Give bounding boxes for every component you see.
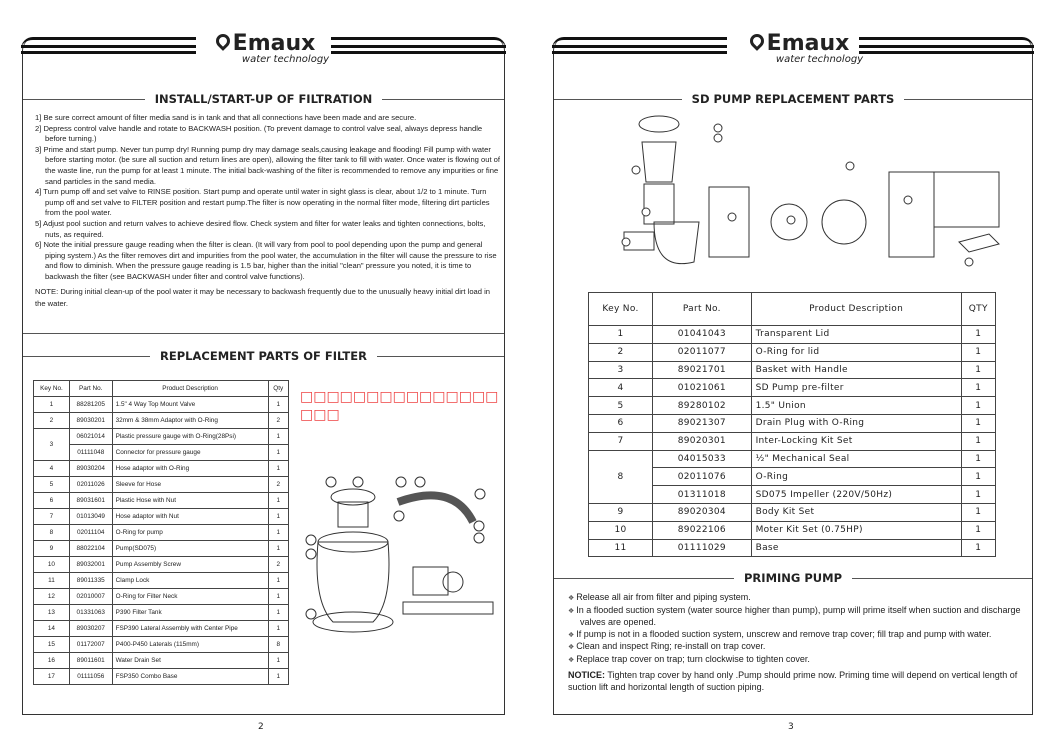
qty-cell: 1 (961, 521, 995, 539)
description-cell: P400-P450 Laterals (115mm) (112, 637, 268, 653)
brand-tagline: water technology (241, 54, 330, 65)
header-bars (331, 37, 506, 59)
priming-step: ❖ In a flooded suction system (water source higher than pump), pump will prime itself when suction and discharge valves are opened. (568, 605, 1026, 629)
table-row (589, 361, 996, 379)
key-no-cell: 15 (34, 637, 70, 653)
qty-cell: 1 (268, 525, 288, 541)
filter-parts-table: Key No. Part No. Product Description Qty 1 88281205 1.5" 4 Way Top Mount Valve 1 2 89030201 32mm & 38mm Adaptor with O-Ring 2 3 06021014 Plastic pressure gauge with O-Ring(28Psi) 1 01111048 Connector for pressure gauge 1 4 89030204 Hose adaptor with O-Ring 1 5 02011026 Sleeve for Hose 2 6 89031601 Plastic Hose with Nut 1 7 01013049 Hose adaptor with Nut 1 8 02011104 O-Ring for pump 1 9 88022104 Pump(SD075) 1 10 89032001 Pump Assembly Screw 2 11 89011335 Clamp Lock 1 12 02010007 O-Ring for Filter Neck 1 13 01331063 P390 Filter Tank 1 14 89030207 FSP390 Lateral Assembly with Center Pipe 1 15 01172007 P400-P450 Laterals (115mm) 8 16 89011601 Water Drain Set 1 17 01111056 FSP350 Combo Base 1 (33, 380, 289, 685)
description-cell: Hose adaptor with Nut (112, 509, 268, 525)
part-no-cell: 89030201 (69, 413, 112, 429)
qty-cell: 1 (961, 326, 995, 344)
table-row (34, 429, 289, 445)
page-right (553, 31, 1033, 715)
install-note: NOTE: During initial clean-up of the pool water it may be necessary to backwash frequently due to the unusually heavy initial dirt load in the water. (35, 286, 491, 308)
section-title-install: INSTALL/START-UP OF FILTRATION (23, 92, 504, 106)
table-row (34, 605, 289, 621)
part-no-cell: 88022104 (69, 541, 112, 557)
part-no-cell: 89022106 (653, 521, 752, 539)
table-row (34, 461, 289, 477)
page-number: 2 (258, 722, 264, 732)
qty-cell: 1 (961, 468, 995, 486)
qty-cell: 1 (268, 445, 288, 461)
description-cell: O-Ring for Filter Neck (112, 589, 268, 605)
brand-name: Emaux (766, 31, 850, 56)
qty-cell: 1 (268, 605, 288, 621)
key-no-cell: 4 (34, 461, 70, 477)
table-row (34, 557, 289, 573)
description-cell: Connector for pressure gauge (112, 445, 268, 461)
qty-cell: 1 (961, 486, 995, 504)
missing-glyph-overlay: □□□□□□□□□□□□□□□□□□ (300, 389, 499, 423)
part-no-cell: 04015033 (653, 450, 752, 468)
priming-section (568, 592, 1026, 693)
qty-cell: 1 (961, 503, 995, 521)
key-no-cell: 6 (34, 493, 70, 509)
qty-cell: 1 (268, 669, 288, 685)
key-no-cell: 17 (34, 669, 70, 685)
qty-cell: 8 (268, 637, 288, 653)
key-no-cell: 8 (34, 525, 70, 541)
part-no-cell: 89011601 (69, 653, 112, 669)
part-no-cell: 89021701 (653, 361, 752, 379)
part-no-cell: 89020301 (653, 432, 752, 450)
description-cell: Plastic Hose with Nut (112, 493, 268, 509)
table-row (34, 541, 289, 557)
qty-cell: 1 (961, 539, 995, 557)
part-no-cell: 01021061 (653, 379, 752, 397)
qty-cell: 1 (268, 397, 288, 413)
description-cell: ½" Mechanical Seal (751, 450, 961, 468)
key-no-cell: 9 (34, 541, 70, 557)
key-no-cell: 12 (34, 589, 70, 605)
part-no-cell: 89021307 (653, 414, 752, 432)
part-no-cell: 02011077 (653, 343, 752, 361)
brand-name: Emaux (232, 31, 316, 56)
table-row (589, 379, 996, 397)
priming-notice (568, 670, 1026, 693)
part-no-cell: 89030207 (69, 621, 112, 637)
section-title-pump-parts: SD PUMP REPLACEMENT PARTS (554, 92, 1032, 106)
key-no-cell: 1 (34, 397, 70, 413)
pump-parts-table: Key No. Part No. Product Description QTY 1 01041043 Transparent Lid 1 2 02011077 O-Ring for lid 1 3 89021701 Basket with Handle 1 4 01021061 SD Pump pre-filter 1 5 89280102 1.5" Union 1 6 89021307 Drain Plug with O-Ring 1 7 89020301 Inter-Locking Kit Set 1 8 04015033 ½" Mechanical Seal 1 02011076 O-Ring 1 01311018 SD075 Impeller (220V/50Hz) 1 9 89020304 Body Kit Set 1 10 89022106 Moter Kit Set (0.75HP) 1 11 01111029 Base 1 (588, 292, 996, 557)
key-no-cell: 8 (589, 450, 653, 503)
table-row (589, 414, 996, 432)
table-row (589, 432, 996, 450)
key-no-cell: 14 (34, 621, 70, 637)
qty-cell: 1 (961, 414, 995, 432)
table-row (34, 445, 289, 461)
part-no-cell: 01111029 (653, 539, 752, 557)
key-no-cell: 7 (589, 432, 653, 450)
part-no-cell: 02011104 (69, 525, 112, 541)
description-cell: P390 Filter Tank (112, 605, 268, 621)
qty-cell: 1 (268, 493, 288, 509)
priming-step: ❖ Release all air from filter and piping system. (568, 592, 1026, 605)
section-title-filter-parts: REPLACEMENT PARTS OF FILTER (23, 349, 504, 363)
qty-cell: 2 (268, 557, 288, 573)
qty-cell: 1 (961, 432, 995, 450)
part-no-cell: 89031601 (69, 493, 112, 509)
part-no-cell: 89030204 (69, 461, 112, 477)
qty-cell: 1 (268, 573, 288, 589)
key-no-cell: 5 (589, 397, 653, 415)
part-no-cell: 89011335 (69, 573, 112, 589)
table-row (34, 573, 289, 589)
qty-cell: 1 (268, 621, 288, 637)
notice-text: Tighten trap cover by hand only .Pump should prime now. Priming time will depend on vertical length of suction lift and horizontal length of suction piping. (568, 670, 1018, 692)
page-left (22, 31, 505, 715)
part-no-cell: 01013049 (69, 509, 112, 525)
qty-cell: 2 (268, 413, 288, 429)
key-no-cell: 4 (589, 379, 653, 397)
description-cell: 1.5" Union (751, 397, 961, 415)
part-no-cell: 01111056 (69, 669, 112, 685)
description-cell: Moter Kit Set (0.75HP) (751, 521, 961, 539)
filter-exploded-diagram (303, 442, 503, 642)
qty-cell: 1 (268, 653, 288, 669)
qty-cell: 1 (268, 509, 288, 525)
table-row (589, 450, 996, 468)
brand-tagline: water technology (775, 54, 864, 65)
header-bars (552, 37, 727, 59)
table-row (589, 326, 996, 344)
qty-cell: 1 (961, 361, 995, 379)
section-title-priming: PRIMING PUMP (554, 571, 1032, 585)
table-row (34, 621, 289, 637)
table-row (34, 525, 289, 541)
priming-step: ❖ Clean and inspect Ring; re-install on trap cover. (568, 641, 1026, 654)
description-cell: Hose adaptor with O-Ring (112, 461, 268, 477)
priming-steps (568, 592, 1026, 666)
table-row (34, 493, 289, 509)
qty-cell: 1 (268, 589, 288, 605)
description-cell: SD075 Impeller (220V/50Hz) (751, 486, 961, 504)
part-no-cell: 01172007 (69, 637, 112, 653)
drop-icon (747, 31, 767, 51)
qty-cell: 1 (268, 461, 288, 477)
header-bars (859, 37, 1034, 59)
description-cell: Clamp Lock (112, 573, 268, 589)
header-bars (21, 37, 196, 59)
table-row (34, 653, 289, 669)
description-cell: Transparent Lid (751, 326, 961, 344)
qty-cell: 1 (961, 343, 995, 361)
key-no-cell: 3 (589, 361, 653, 379)
part-no-cell: 01111048 (69, 445, 112, 461)
part-no-cell: 89032001 (69, 557, 112, 573)
key-no-cell: 7 (34, 509, 70, 525)
pump-exploded-diagram (614, 112, 1014, 277)
install-steps: 1] Be sure correct amount of filter media sand is in tank and that all connections have been made and are secure. 2] Depress control valve handle and rotate to BACKWASH position. (To prevent damage to control valve seal, always depress handle before turning.) 3] Prime and start pump. Never tun pump dry! Running pump dry may damage seals,causing leakage and flooding! Fill pump with water before starting motor. (be sure all suction and return lines are open), allowing the filter tank to fill with water. Once water is flowing out of the waste line, run the pump for at least 1 minute. The initial back-washing of the filter is recommended to remove any impurities or fine sand particles in the sand media. 4] Turn pump off and set valve to RINSE position. Start pump and operate until water in sight glass is clear, about 1/2 to 1 minute. Turn pump off and set valve to FILTER position and restart pump.The filter is now operating in the normal filter mode, filtering dirt particles from the pool water. 5] Adjust pool suction and return valves to achieve desired flow. Check system and filter for water leaks and tighten connections, bolts, nuts, as required. 6] Note the initial pressure gauge reading when the filter is clean. (It will vary from pool to pool depending upon the pump and general piping system.) As the filter removes dirt and impurities from the pool water, the accumulation in the filter will cause the pressure to rise and flow to diminish. When the pressure gauge reading is 1.5 bar, higher than the initial "clean" pressure you noted, it is time to backwash the filter (see BACKWASH under filter and control valve functions). NOTE: During initial clean-up of the pool water it may be necessary to backwash frequently due to the unusually heavy initial dirt load in the water. (35, 113, 501, 308)
key-no-cell: 11 (589, 539, 653, 557)
table-row (589, 539, 996, 557)
description-cell: O-Ring for lid (751, 343, 961, 361)
divider (23, 333, 504, 334)
table-row (589, 521, 996, 539)
table-row (34, 397, 289, 413)
part-no-cell: 01331063 (69, 605, 112, 621)
key-no-cell: 16 (34, 653, 70, 669)
emaux-logo (198, 31, 333, 65)
description-cell: Base (751, 539, 961, 557)
qty-cell: 1 (268, 429, 288, 445)
table-row (34, 669, 289, 685)
description-cell: Plastic pressure gauge with O-Ring(28Psi) (112, 429, 268, 445)
description-cell: FSP350 Combo Base (112, 669, 268, 685)
key-no-cell: 2 (34, 413, 70, 429)
key-no-cell: 3 (34, 429, 70, 461)
key-no-cell: 10 (34, 557, 70, 573)
key-no-cell: 9 (589, 503, 653, 521)
qty-cell: 1 (961, 397, 995, 415)
key-no-cell: 1 (589, 326, 653, 344)
notice-label: NOTICE: (568, 670, 605, 680)
qty-cell: 1 (961, 379, 995, 397)
description-cell: Inter-Locking Kit Set (751, 432, 961, 450)
priming-step: ❖ Replace trap cover on trap; turn clockwise to tighten cover. (568, 654, 1026, 667)
key-no-cell: 2 (589, 343, 653, 361)
priming-step: ❖ If pump is not in a flooded suction system, unscrew and remove trap cover; fill trap and pump with water. (568, 629, 1026, 642)
part-no-cell: 88281205 (69, 397, 112, 413)
table-row (34, 477, 289, 493)
table-row (589, 503, 996, 521)
key-no-cell: 10 (589, 521, 653, 539)
qty-cell: 2 (268, 477, 288, 493)
part-no-cell: 89020304 (653, 503, 752, 521)
part-no-cell: 06021014 (69, 429, 112, 445)
key-no-cell: 13 (34, 605, 70, 621)
description-cell: Pump(SD075) (112, 541, 268, 557)
part-no-cell: 89280102 (653, 397, 752, 415)
emaux-logo (732, 31, 867, 65)
description-cell: Sleeve for Hose (112, 477, 268, 493)
key-no-cell: 5 (34, 477, 70, 493)
description-cell: O-Ring for pump (112, 525, 268, 541)
part-no-cell: 01311018 (653, 486, 752, 504)
description-cell: O-Ring (751, 468, 961, 486)
table-row (589, 343, 996, 361)
description-cell: Drain Plug with O-Ring (751, 414, 961, 432)
qty-cell: 1 (961, 450, 995, 468)
qty-cell: 1 (268, 541, 288, 557)
drop-icon (213, 31, 233, 51)
description-cell: SD Pump pre-filter (751, 379, 961, 397)
description-cell: Body Kit Set (751, 503, 961, 521)
description-cell: Pump Assembly Screw (112, 557, 268, 573)
part-no-cell: 02010007 (69, 589, 112, 605)
part-no-cell: 02011076 (653, 468, 752, 486)
table-row (34, 413, 289, 429)
description-cell: 1.5" 4 Way Top Mount Valve (112, 397, 268, 413)
description-cell: Basket with Handle (751, 361, 961, 379)
table-row (34, 509, 289, 525)
table-row (34, 637, 289, 653)
description-cell: Water Drain Set (112, 653, 268, 669)
page-number: 3 (788, 722, 794, 732)
key-no-cell: 11 (34, 573, 70, 589)
table-row (34, 589, 289, 605)
part-no-cell: 02011026 (69, 477, 112, 493)
key-no-cell: 6 (589, 414, 653, 432)
table-row (589, 397, 996, 415)
part-no-cell: 01041043 (653, 326, 752, 344)
description-cell: FSP390 Lateral Assembly with Center Pipe (112, 621, 268, 637)
description-cell: 32mm & 38mm Adaptor with O-Ring (112, 413, 268, 429)
